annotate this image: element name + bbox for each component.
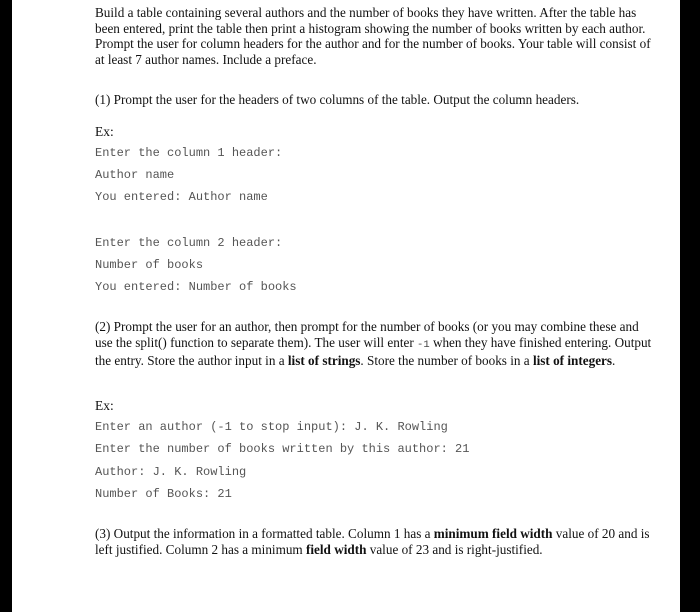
code-line: Enter an author (-1 to stop input): J. K. Rowling — [95, 420, 448, 434]
code-line: You entered: Author name — [95, 190, 268, 204]
step1-paragraph: (1) Prompt the user for the headers of two columns of the table. Output the column headers. — [95, 92, 580, 107]
code-line: Number of Books: 21 — [95, 487, 232, 501]
step3-text: (3) Output the information in a formatted table. Column 1 has a — [95, 526, 434, 541]
code-line: Author: J. K. Rowling — [95, 465, 247, 479]
step2-text: (2) Prompt the user for an author, then prompt for the number of books (or you may combine these and use the split() function to separate them). The user will enter — [95, 319, 639, 350]
step1-example-label: Ex: — [95, 124, 114, 139]
step3-text: value of 23 and is right-justified. — [366, 541, 543, 557]
code-line: Number of books — [95, 258, 204, 272]
document-page — [12, 0, 680, 612]
code-line: Enter the column 2 header: — [95, 236, 283, 250]
step2-paragraph — [95, 319, 655, 369]
code-line: Enter the column 1 header: — [95, 146, 283, 160]
step2-text: . Store the number of books in a — [360, 353, 533, 368]
step2-bold: list of integers — [532, 353, 613, 368]
code-line: Author name — [95, 168, 175, 182]
code-line: You entered: Number of books — [95, 280, 297, 294]
step3-bold: field width — [305, 541, 367, 557]
step2-text: . — [612, 353, 616, 368]
code-line: Enter the number of books written by this author: 21 — [95, 442, 470, 456]
step2-bold: list of strings — [287, 353, 361, 368]
step3-paragraph — [95, 526, 655, 557]
step2-text: when they have finished entering. Output the entry. Store the author input in a — [95, 334, 652, 368]
step3-bold: minimum field width — [433, 526, 553, 541]
step2-example-label: Ex: — [95, 398, 114, 413]
step2-inline-code: -1 — [417, 338, 430, 351]
step3-text: value of 20 and is left justified. Column 2 has a minimum — [95, 526, 650, 557]
intro-paragraph: Build a table containing several authors and the number of books they have written. After the table has been entered, print the table then print a histogram showing the number of books written by each author. Prompt the user for column headers for the author and for the number of books. Your table will consist of at least 7 author names. Include a preface. — [95, 5, 651, 67]
